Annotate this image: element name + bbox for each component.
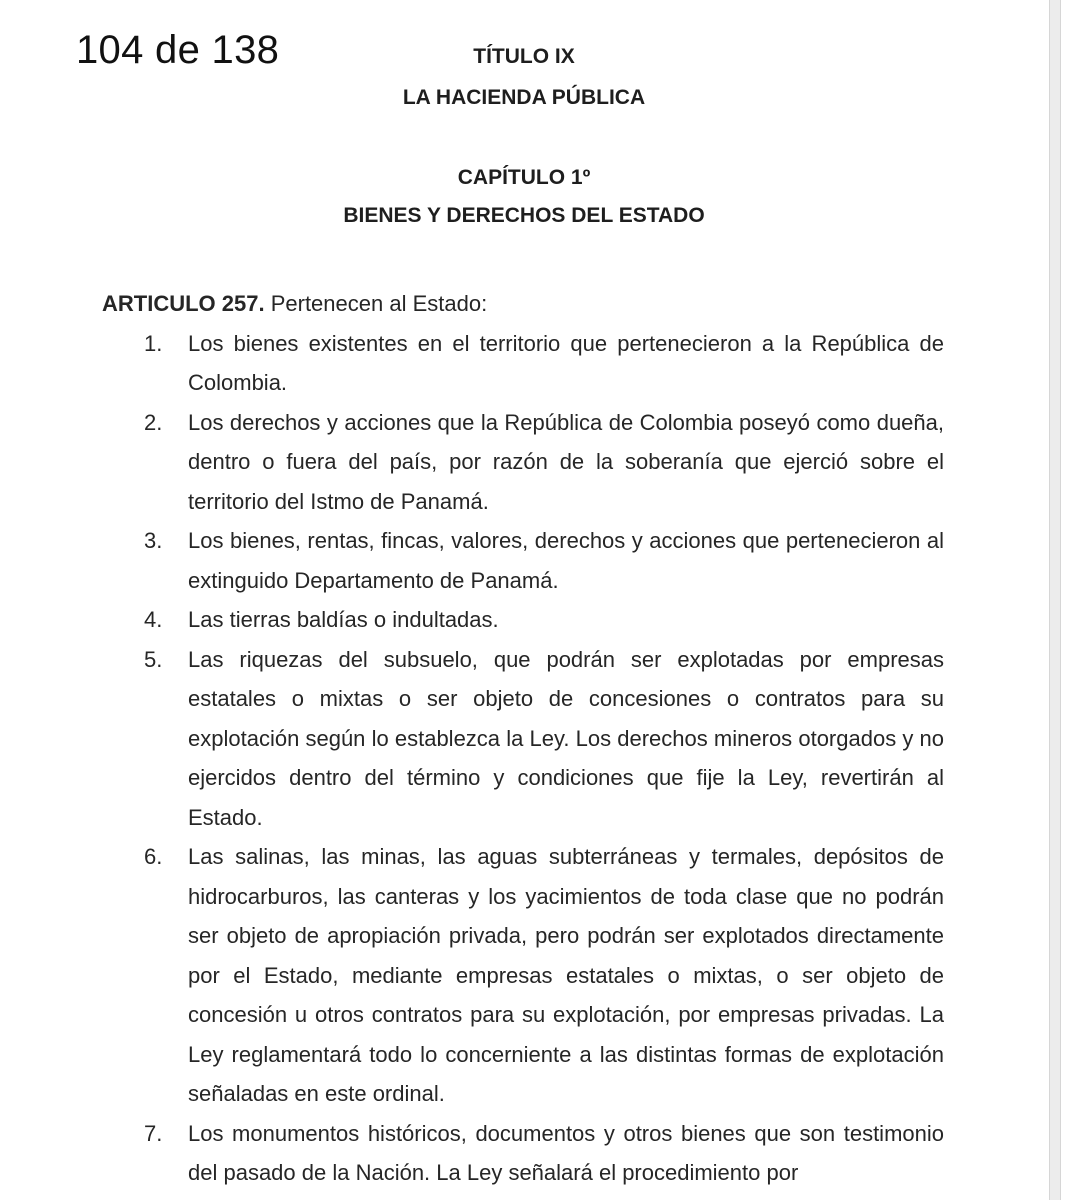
item-text: Los bienes existentes en el territorio que pertenecieron a la República de Colombia.: [188, 330, 944, 395]
title-name: LA HACIENDA PÚBLICA: [402, 86, 646, 109]
page-counter: 104 de 138: [76, 28, 280, 72]
item-number: 2.: [144, 409, 163, 435]
item-number: 7.: [144, 1120, 163, 1146]
article-header: [102, 284, 944, 324]
list-item: [102, 1114, 944, 1193]
article-intro: Pertenecen al Estado:: [264, 291, 488, 316]
item-text: Las tierras baldías o indultadas.: [188, 607, 499, 632]
item-number: 5.: [144, 646, 163, 672]
list-item: [102, 324, 944, 403]
item-number: 1.: [144, 330, 163, 356]
list-item: [102, 521, 944, 600]
article-257: [102, 284, 944, 1193]
article-items: [102, 324, 944, 1193]
item-number: 4.: [144, 607, 163, 632]
item-text: Los derechos y acciones que la República de Colombia poseyó como dueña, dentro o fuera del país, por razón de la soberanía que ejerció sobre el territorio del Istmo de Panamá.: [188, 409, 944, 514]
item-number: 6.: [144, 844, 163, 869]
chapter-name: BIENES Y DERECHOS DEL ESTADO: [343, 204, 705, 227]
item-number: 3.: [144, 528, 163, 553]
item-text: Los monumentos históricos, documentos y otros bienes que son testimonio del pasado de la Nación. La Ley señalará el procedimiento por: [188, 1120, 944, 1185]
chapter-heading: CAPÍTULO 1º: [457, 166, 591, 189]
list-item: [102, 403, 944, 522]
list-item: [102, 600, 944, 640]
list-item: [102, 837, 944, 1114]
item-text: Las salinas, las minas, las aguas subterráneas y termales, depósitos de hidrocarburos, las canteras y los yacimientos de toda clase que no podrán ser objeto de apropiación privada, pero podrán ser explotados directamente por el Estado, mediante empresas estatales o mixtas, o ser objeto de concesión u otros contratos para su explotación, por empresas privadas. La Ley reglamentará todo lo concerniente a las distintas formas de explotación señaladas en este ordinal.: [188, 844, 944, 1106]
title-heading: TÍTULO IX: [473, 45, 575, 68]
item-text: Las riquezas del subsuelo, que podrán ser explotadas por empresas estatales o mixtas o ser objeto de concesiones o contratos para su explotación según lo establezca la Ley. Los derechos mineros otorgados y no ejercidos dentro del término y condiciones que fije la Ley, revertirán al Estado.: [188, 646, 944, 830]
scroll-bar[interactable]: [1049, 0, 1061, 1200]
article-label: ARTICULO 257.: [102, 291, 265, 316]
item-text: Los bienes, rentas, fincas, valores, derechos y acciones que pertenecieron al extinguido Departamento de Panamá.: [188, 528, 944, 593]
list-item: [102, 640, 944, 838]
